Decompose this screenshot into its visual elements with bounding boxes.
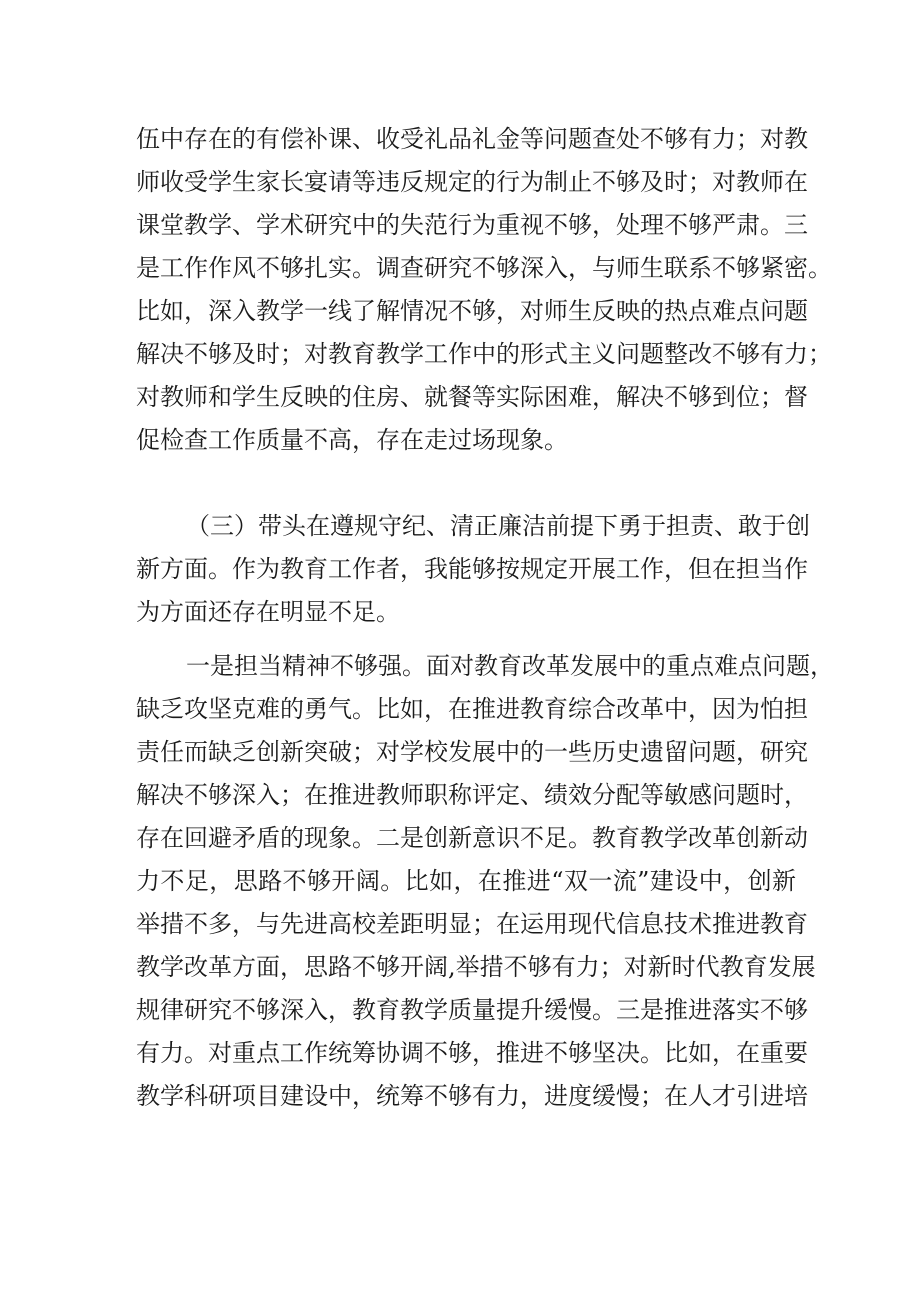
text-line: 是工作作风不够扎实。调查研究不够深入，与师生联系不够紧密。 [136,254,832,282]
text-line: 为方面还存在明显不足。 [136,598,400,626]
text-line: 解决不够及时；对教育教学工作中的形式主义问题整改不够有力； [136,340,832,368]
text-line: 新方面。作为教育工作者，我能够按规定开展工作，但在担当作 [136,555,808,583]
text-line: 对教师和学生反映的住房、就餐等实际困难，解决不够到位；督 [136,383,808,411]
text-line: 缺乏攻坚克难的勇气。比如，在推进教育综合改革中，因为怕担 [136,695,808,723]
text-line: 促检查工作质量不高，存在走过场现象。 [136,426,568,454]
text-line: 举措不多，与先进高校差距明显；在运用现代信息技术推进教育 [136,910,808,938]
text-line: 教学改革方面，思路不够开阔,举措不够有力；对新时代教育发展 [136,953,816,981]
text-line: 一是担当精神不够强。面对教育改革发展中的重点难点问题， [186,652,834,680]
text-line: 解决不够深入；在推进教师职称评定、绩效分配等敏感问题时， [136,781,808,809]
text-line: 教学科研项目建设中，统筹不够有力，进度缓慢；在人才引进培 [136,1082,808,1110]
text-line: 有力。对重点工作统筹协调不够，推进不够坚决。比如，在重要 [136,1039,808,1067]
text-line: 规律研究不够深入，教育教学质量提升缓慢。三是推进落实不够 [136,996,808,1024]
text-line: 课堂教学、学术研究中的失范行为重视不够，处理不够严肃。三 [136,211,808,239]
text-line: 责任而缺乏创新突破；对学校发展中的一些历史遗留问题，研究 [136,738,808,766]
text-line: 比如，深入教学一线了解情况不够，对师生反映的热点难点问题 [136,297,808,325]
text-line: 力不足，思路不够开阔。比如，在推进“双一流”建设中，创新 [136,867,796,895]
text-line: 师收受学生家长宴请等违反规定的行为制止不够及时；对教师在 [136,168,808,196]
text-line: 伍中存在的有偿补课、收受礼品礼金等问题查处不够有力；对教 [136,125,808,153]
section-heading-line: （三）带头在遵规守纪、清正廉洁前提下勇于担责、敢于创 [186,512,810,540]
text-line: 存在回避矛盾的现象。二是创新意识不足。教育教学改革创新动 [136,824,808,852]
